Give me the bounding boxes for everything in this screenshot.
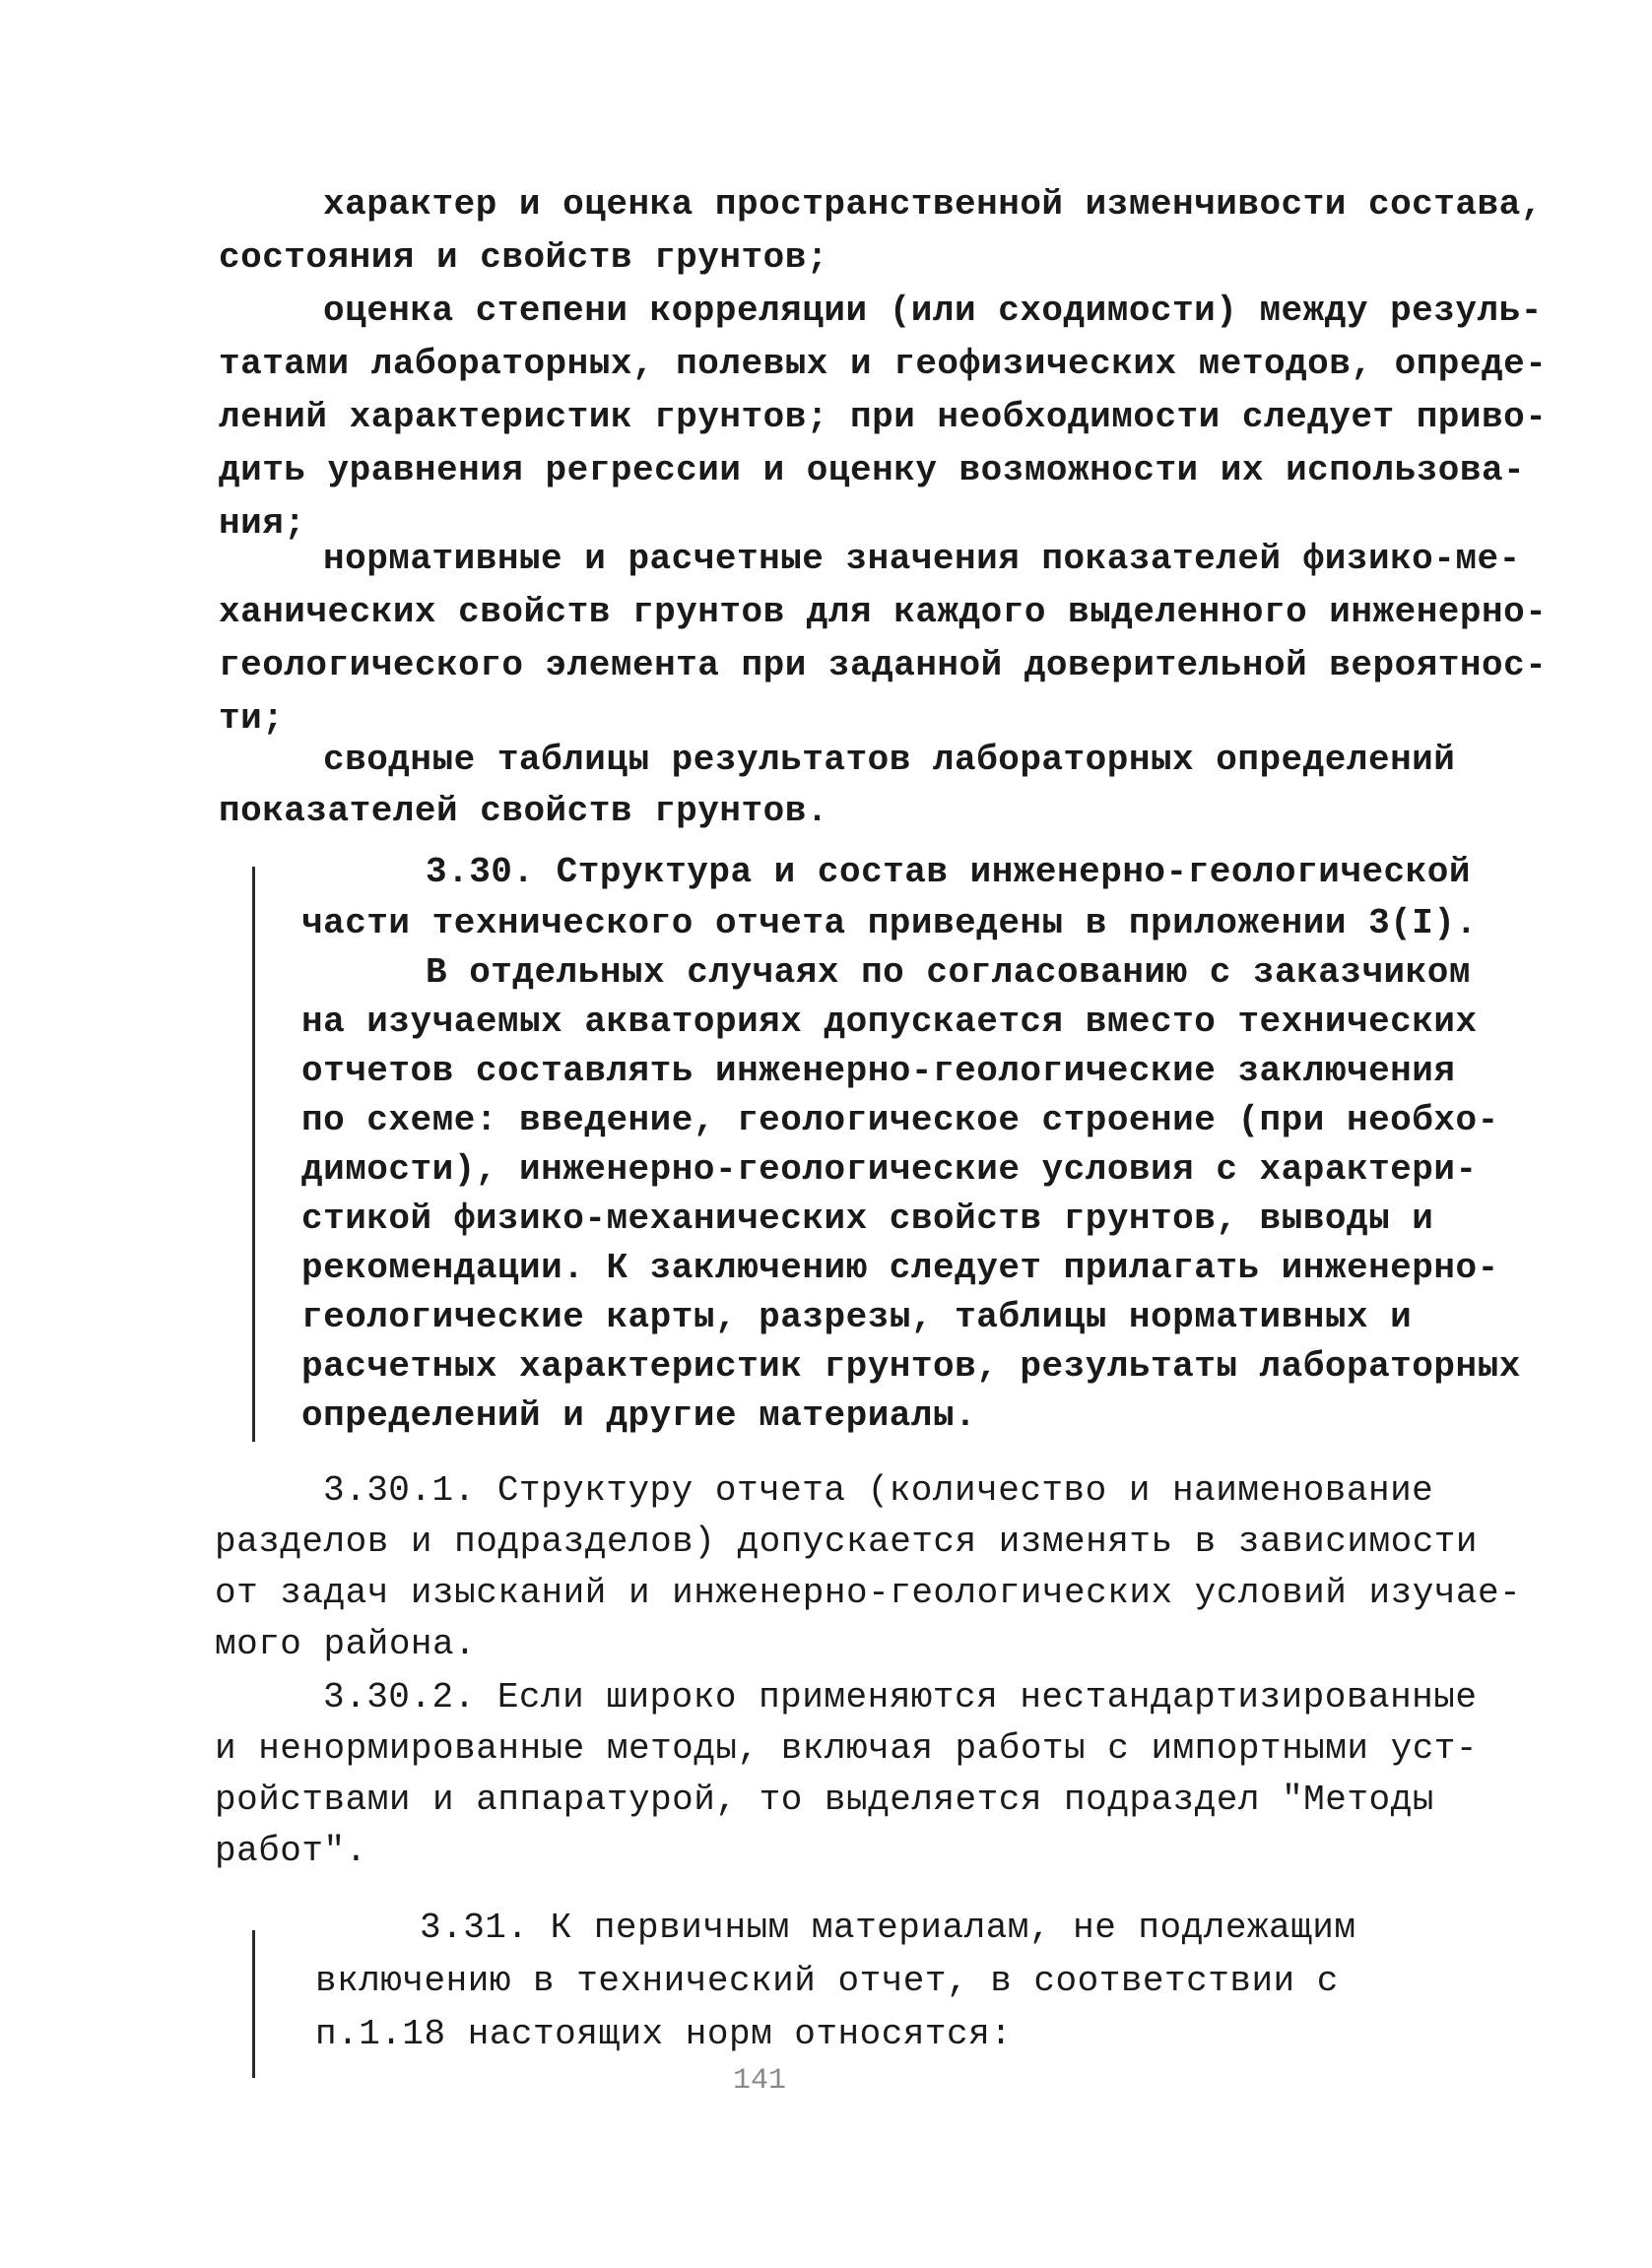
text-line: от задач изысканий и инженерно-геологических условий изучае-: [215, 1573, 1522, 1613]
text-line: геологические карты, разрезы, таблицы нормативных и: [301, 1297, 1413, 1337]
text-line: состояния и свойств грунтов;: [219, 237, 828, 278]
text-line: ройствами и аппаратурой, то выделяется подраздел "Методы: [215, 1780, 1434, 1820]
text-line: отчетов составлять инженерно-геологические заключения: [301, 1051, 1456, 1091]
text-line: дить уравнения регрессии и оценку возможности их использова-: [219, 450, 1526, 490]
text-line: п.1.18 настоящих норм относятся:: [315, 2014, 1013, 2054]
text-line: по схеме: введение, геологическое строение (при необхо-: [301, 1100, 1499, 1140]
text-line: 3.30. Структура и состав инженерно-геологической: [426, 852, 1471, 892]
text-line: мого района.: [215, 1624, 477, 1664]
text-line: стикой физико-механических свойств грунтов, выводы и: [301, 1199, 1434, 1239]
text-line: работ".: [215, 1831, 367, 1871]
text-line: включению в технический отчет, в соответствии с: [315, 1961, 1339, 2001]
text-line: нормативные и расчетные значения показателей физико-ме-: [323, 539, 1521, 579]
margin-revision-bar: [252, 1930, 255, 2078]
text-line: расчетных характеристик грунтов, результаты лабораторных: [301, 1346, 1521, 1387]
text-line: сводные таблицы результатов лабораторных определений: [323, 740, 1456, 780]
text-line: оценка степени корреляции (или сходимости) между резуль-: [323, 291, 1543, 331]
text-line: лений характеристик грунтов; при необходимости следует приво-: [219, 397, 1548, 437]
page-number: 141: [733, 2064, 787, 2098]
text-line: показателей свойств грунтов.: [219, 791, 828, 831]
text-line: татами лабораторных, полевых и геофизических методов, опреде-: [219, 344, 1548, 384]
text-line: 3.30.1. Структуру отчета (количество и наименование: [323, 1470, 1434, 1511]
text-line: ханических свойств грунтов для каждого выделенного инженерно-: [219, 592, 1548, 632]
text-line: на изучаемых акваториях допускается вместо технических: [301, 1002, 1478, 1042]
text-line: ния;: [219, 503, 306, 544]
text-line: рекомендации. К заключению следует прилагать инженерно-: [301, 1248, 1499, 1288]
text-line: 3.31. К первичным материалам, не подлежащим: [420, 1908, 1356, 1948]
text-line: 3.30.2. Если широко применяются нестандартизированные: [323, 1677, 1478, 1717]
text-line: части технического отчета приведены в приложении 3(I).: [301, 903, 1478, 943]
text-line: характер и оценка пространственной изменчивости состава,: [323, 184, 1543, 225]
text-line: разделов и подразделов) допускается изменять в зависимости: [215, 1522, 1479, 1562]
text-line: димости), инженерно-геологические условия с характери-: [301, 1149, 1478, 1190]
text-line: геологического элемента при заданной доверительной вероятнос-: [219, 645, 1548, 685]
text-line: определений и другие материалы.: [301, 1395, 977, 1436]
text-line: ти;: [219, 698, 285, 739]
text-line: и ненормированные методы, включая работы с импортными уст-: [215, 1728, 1479, 1769]
margin-revision-bar: [252, 867, 255, 1442]
text-line: В отдельных случаях по согласованию с заказчиком: [426, 952, 1471, 993]
